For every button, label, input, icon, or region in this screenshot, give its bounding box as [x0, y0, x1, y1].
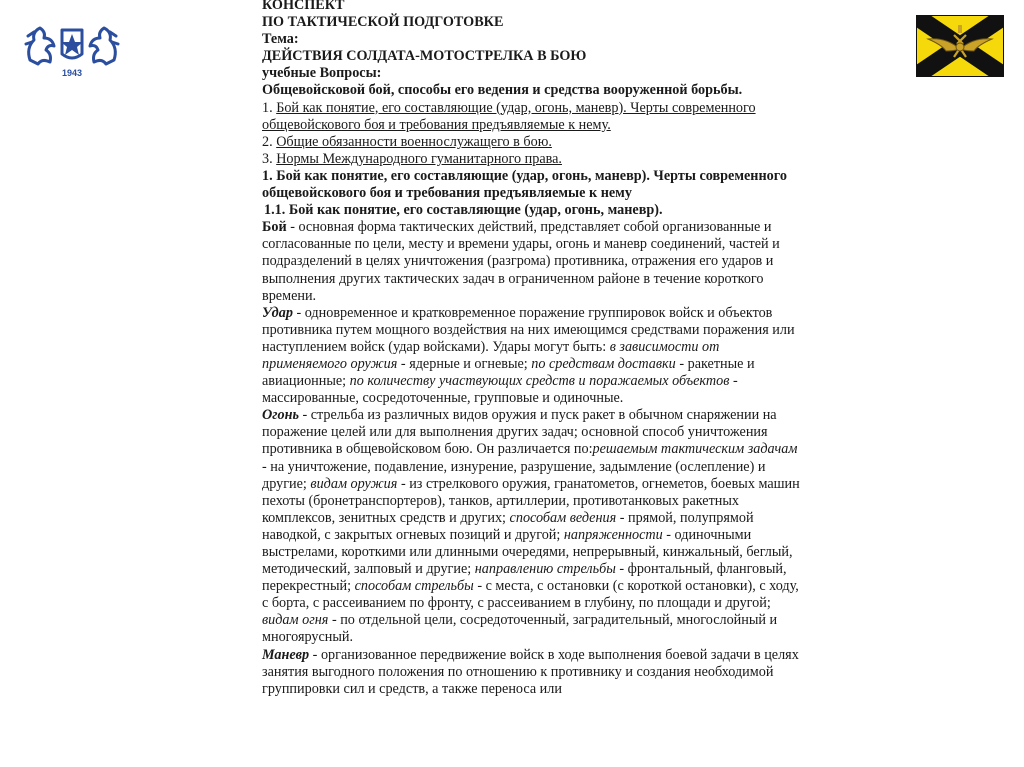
university-logo — [22, 14, 122, 84]
ogon-category: видам огня — [262, 612, 329, 629]
udar-category: по средствам доставки — [531, 355, 676, 372]
topic-label: Тема: — [262, 31, 299, 48]
ogon-text: - с места, с остановки (с короткой остановки), с ходу, с борта, с рассеиванием по фронту, с рассеиванием в глубину, по площади и другой; — [262, 578, 799, 612]
udar-text: - одновременное и кратковременное поражение группировок войск и объектов противника путем мощного воздействия на них имеющимся средствами поражения или наступлением войск (удар войсками). Удары могут быть: — [262, 304, 795, 355]
term-ogon: Огонь — [262, 407, 299, 424]
udar-category: по количеству участвующих средств и поражаемых объектов — [349, 373, 730, 390]
questions-label: учебные Вопросы: — [262, 65, 382, 82]
section-heading: 1. Бой как понятие, его составляющие (удар, огонь, маневр). Черты современного общевойскового боя и требования предъявляемые к нему — [262, 167, 787, 202]
boi-text: - основная форма тактических действий, представляет собой организованные и согласованные по цели, месту и времени удары, огонь и маневр соединений, частей и подразделений в целях уничтожения (разгрома) противника, отражения его ударов и выполнения других тактических задач в ограниченном районе в течение короткого времени. — [262, 219, 780, 304]
ogon-category: решаемым тактическим задачам — [592, 441, 798, 458]
paragraph-boi — [262, 219, 802, 304]
document-body — [262, 0, 802, 698]
term-udar: Удар — [262, 304, 293, 321]
ogon-category: напряженности — [563, 526, 663, 543]
question-number: 3. — [262, 150, 277, 167]
subsection-heading: 1.1. Бой как понятие, его составляющие (удар, огонь, маневр). — [264, 202, 663, 219]
ogon-text: - прямой, полупрямой наводкой, с закрытых огневых позиций и другой; — [262, 509, 754, 543]
question-number: 2. — [262, 133, 277, 150]
ogon-text: - из стрелкового оружия, гранатометов, огнеметов, боевых машин пехоты (бронетранспортеров), танков, артиллерии, противотанковых ракетных комплексов, зенитных средств и других; — [262, 475, 800, 526]
question-item — [262, 134, 802, 151]
term-boi: Бой — [262, 219, 287, 236]
ogon-category: способам стрельбы — [354, 578, 474, 595]
ogon-text: - стрельба из различных видов оружия и пуск ракет в обычном снаряжении на поражение целей или для выполнения других задач; основной способ уничтожения противника в общевойсковом бою. Он различается по: — [262, 407, 777, 458]
udar-text: - ядерные и огневые; — [397, 355, 532, 372]
signal-troops-emblem — [916, 15, 1004, 77]
question-item — [262, 100, 802, 134]
ogon-category: видам оружия — [310, 475, 398, 492]
ogon-text: - по отдельной цели, сосредоточенный, заградительный, многослойный и многоярусный. — [262, 612, 778, 646]
question-link: Общие обязанности военнослужащего в бою. — [276, 133, 552, 150]
udar-category: в зависимости от применяемого оружия — [262, 338, 720, 372]
ogon-text: - одиночными выстрелами, короткими или длинными очередями, непрерывный, кинжальный, беглый, методический, залповый и другие; — [262, 526, 793, 578]
doc-title-line2: ПО ТАКТИЧЕСКОЙ ПОДГОТОВКЕ — [262, 14, 504, 31]
term-manevr: Маневр — [262, 646, 310, 663]
manevr-text: - организованное передвижение войск в ходе выполнения боевой задачи в целях занятия выгодного положения по отношению к противнику и создания необходимой группировки сил и средств, а также переноса или — [262, 646, 799, 697]
paragraph-udar — [262, 305, 802, 408]
flag-emblem-icon — [916, 15, 1004, 77]
udar-text: - массированные, сосредоточенные, групповые и одиночные. — [262, 373, 738, 407]
ogon-text: - на уничтожение, подавление, изнурение, разрушение, задымление (ослепление) и другие; — [262, 458, 766, 492]
emblem-icon — [22, 14, 122, 84]
doc-title-line1: КОНСПЕКТ — [262, 0, 345, 13]
question-number: 1. — [262, 99, 277, 116]
udar-text: - ракетные и авиационные; — [262, 355, 755, 390]
logo-year: 1943 — [61, 68, 83, 78]
question-item — [262, 151, 802, 168]
question-link: Бой как понятие, его составляющие (удар, огонь, маневр). Черты современного общевойскового боя и требования предъявляемые к нему. — [262, 99, 756, 133]
paragraph-ogon — [262, 407, 802, 646]
question-link: Нормы Международного гуманитарного права. — [276, 150, 562, 167]
paragraph-manevr — [262, 647, 802, 698]
ogon-text: - фронтальный, фланговый, перекрестный; — [262, 561, 787, 595]
ogon-category: направлению стрельбы — [474, 561, 616, 578]
topic-title: ДЕЙСТВИЯ СОЛДАТА-МОТОСТРЕЛКА В БОЮ — [262, 48, 587, 65]
ogon-category: способам ведения — [509, 509, 617, 526]
questions-main: Общевойсковой бой, способы его ведения и средства вооруженной борьбы. — [262, 82, 743, 99]
